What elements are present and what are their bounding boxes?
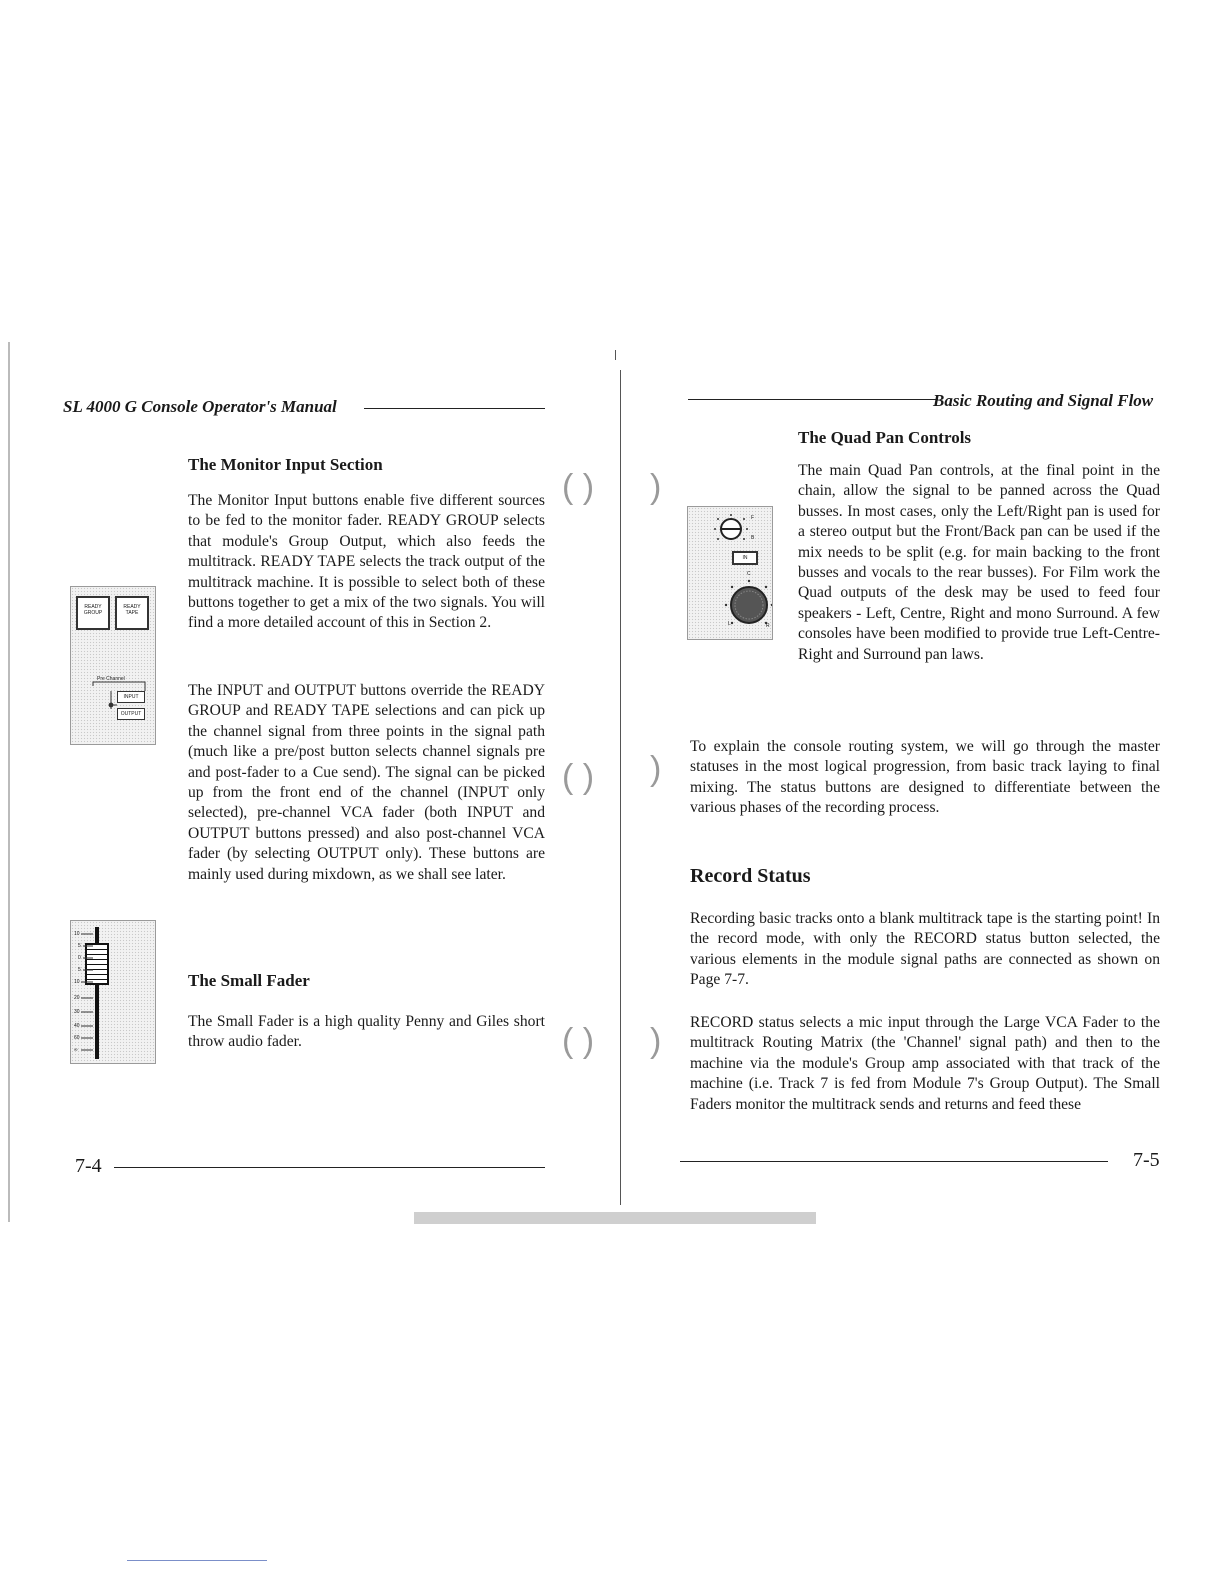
punch-hole-icon: ) (650, 468, 662, 506)
ready-group-button: READY GROUP (76, 596, 110, 630)
record-status-para1: Recording basic tracks onto a blank multitrack tape is the starting point! In the record mode, with only the RECORD status button selected, the various elements in the module signal paths are connected as shown on Page 7-7. (690, 910, 1160, 989)
pan-in-button: IN (732, 551, 758, 565)
running-header-left: SL 4000 G Console Operator's Manual (63, 397, 337, 416)
page-number-left: 7-4 (75, 1155, 102, 1177)
monitor-section-para2: The INPUT and OUTPUT buttons override the READY GROUP and READY TAPE selections and can pick up the channel signal from three points in the signal path (much like a pre/post button selects channel signals pre and post-fader to a Cue send). The signal can be picked up from the front end of the channel (INPUT only selected), pre-channel VCA fader (both INPUT and OUTPUT buttons pressed) and also post-channel VCA fader (by selecting OUTPUT only). These buttons are mainly used during mixdown, as we shall see later. (188, 682, 545, 883)
small-fader-heading: The Small Fader (188, 971, 310, 990)
punch-hole-icon: ) (650, 1022, 662, 1060)
bottom-edge-line (127, 1560, 267, 1561)
pre-channel-label: Pre Channel (97, 676, 125, 682)
punch-hole-icon: ( ) (562, 468, 595, 506)
punch-hole-icon: ) (650, 750, 662, 788)
quad-pan-knobs-icon (688, 507, 772, 639)
small-fader-para: The Small Fader is a high quality Penny and Giles short throw audio fader. (188, 1013, 545, 1051)
output-button: OUTPUT (117, 708, 145, 720)
centre-label: C (747, 571, 751, 577)
punch-hole-icon: ( ) (562, 1022, 595, 1060)
punch-hole-icon: ( ) (562, 758, 595, 796)
left-margin-line (8, 342, 10, 1222)
front-label: F (751, 515, 755, 521)
monitor-section-para1: The Monitor Input buttons enable five different sources to be fed to the monitor fader. READY GROUP selects that module's Group Output, which also feeds the multitrack. READY TAPE selects the track output of the multitrack machine. It is possible to select both of these buttons together to get a mix of the two signals. You will find a more detailed account of this in Section 2. (188, 492, 545, 632)
header-rule-left (364, 408, 545, 409)
footer-rule-left (114, 1167, 545, 1168)
page-number-right: 7-5 (1133, 1149, 1160, 1171)
fader-ticks-icon (71, 921, 101, 1063)
back-label: B (751, 535, 755, 541)
monitor-section-heading: The Monitor Input Section (188, 455, 383, 474)
header-rule-right (688, 399, 938, 400)
quad-pan-heading: The Quad Pan Controls (798, 428, 972, 447)
small-fader-figure: 10 5 0 5 10 20 30 40 60 ∞ (70, 920, 156, 1064)
ready-tape-button: READY TAPE (115, 596, 149, 630)
quad-pan-para: The main Quad Pan controls, at the final point in the chain, allow the signal to be panned across the Quad busses. In most cases, only the Left/Right pan is used for a stereo output but the Front/Back pan can be used if the mix needs to be split (e.g. for main backing to the front busses and vocals to the rear busses). For Film work the Quad outputs of the desk may be used to feed four speakers - Left, Centre, Right and mono Surround. A few consoles have been modified to provide true Left-Centre-Right and Surround pan laws. (798, 462, 1160, 663)
routing-lines-icon (71, 587, 155, 744)
record-status-para2: RECORD status selects a mic input through the Large VCA Fader to the multitrack Routing Matrix (the 'Channel' signal path) and then to the machine via the module's Group amp associated with that track of the machine (i.e. Track 7 is fed from Module 7's Group Output). The Small Faders monitor the multitrack sends and returns and feed these (690, 1014, 1160, 1113)
record-status-heading: Record Status (690, 865, 811, 887)
left-label: L (728, 621, 731, 627)
intro-para: To explain the console routing system, we will go through the master statuses in the most logical progression, from basic track laying to final mixing. The status buttons are designed to differentiate between the various phases of the recording process. (690, 738, 1160, 817)
right-label: R (766, 623, 770, 629)
right-page (612, 0, 1224, 1584)
quad-pan-figure (687, 506, 773, 640)
input-button: INPUT (117, 691, 145, 703)
running-header-right: Basic Routing and Signal Flow (933, 391, 1154, 410)
footer-rule-right (680, 1161, 1108, 1162)
monitor-input-figure (70, 586, 156, 745)
